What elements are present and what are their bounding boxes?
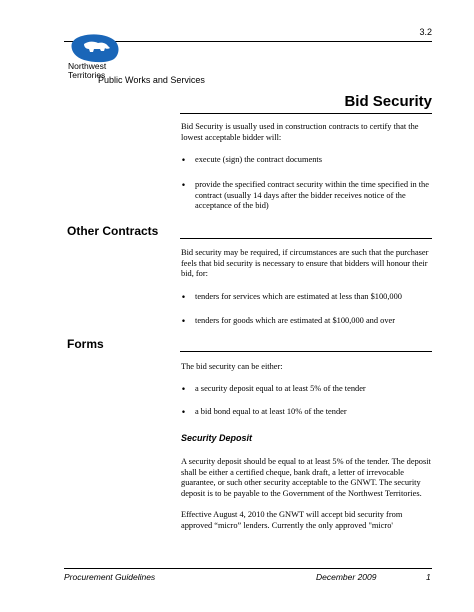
section-heading-other-contracts: Other Contracts	[67, 224, 159, 238]
bullet-icon: •	[181, 407, 186, 417]
bullet-text: provide the specified contract security within the time specified in the contract (usually 14 days after the bidder receives notice of the acceptance of the bid)	[195, 180, 429, 210]
section-number: 3.2	[419, 27, 432, 37]
page-title: Bid Security	[344, 93, 432, 110]
logo-org-line-2: Territories	[68, 70, 106, 80]
section-rule	[180, 238, 432, 239]
other-contracts-paragraph: Bid security may be required, if circumstances are such that the purchaser feels that bid security is necessary to ensure that bidders will honour their bid, for:	[181, 248, 429, 278]
footer-rule	[64, 568, 432, 569]
intro-paragraph: Bid Security is usually used in construction contracts to certify that the lowest acceptable bidder will:	[181, 122, 419, 142]
subheading-security-deposit: Security Deposit	[181, 433, 253, 443]
forms-paragraph: The bid security can be either:	[181, 362, 283, 371]
bullet-text: a bid bond equal to at least 10% of the tender	[195, 407, 347, 416]
footer-title: Procurement Guidelines	[64, 572, 156, 582]
bullet-text: tenders for services which are estimated at less than $100,000	[195, 292, 402, 301]
footer-date: December 2009	[316, 572, 377, 582]
micro-lenders-paragraph: Effective August 4, 2010 the GNWT will accept bid security from approved “micro” lenders. Currently the only approved "micro'	[181, 510, 403, 530]
logo-wordmark	[68, 61, 205, 85]
bullet-icon: •	[181, 316, 186, 326]
bullet-icon: •	[181, 384, 186, 394]
bullet-icon: •	[181, 292, 186, 302]
title-rule	[180, 113, 432, 114]
bullet-icon: •	[181, 180, 186, 190]
bullet-text: execute (sign) the contract documents	[195, 155, 322, 164]
page-number: 1	[426, 572, 431, 582]
security-deposit-paragraph: A security deposit should be equal to at least 5% of the tender. The deposit shall be either a certified cheque, bank draft, a letter of irrevocable guarantee, or such other security acceptable to the GNWT. The security deposit is to be payable to the Government of the Northwest Territories.	[181, 457, 431, 498]
bullet-text: tenders for goods which are estimated at $100,000 and over	[195, 316, 396, 325]
section-rule	[180, 351, 432, 352]
logo-department: Public Works and Services	[98, 75, 205, 85]
logo-org-line-1: Northwest	[68, 61, 107, 71]
section-heading-forms: Forms	[67, 337, 104, 351]
bullet-icon: •	[181, 155, 186, 165]
bullet-text: a security deposit equal to at least 5% of the tender	[195, 384, 366, 393]
polar-bear-logo-icon	[64, 34, 124, 64]
